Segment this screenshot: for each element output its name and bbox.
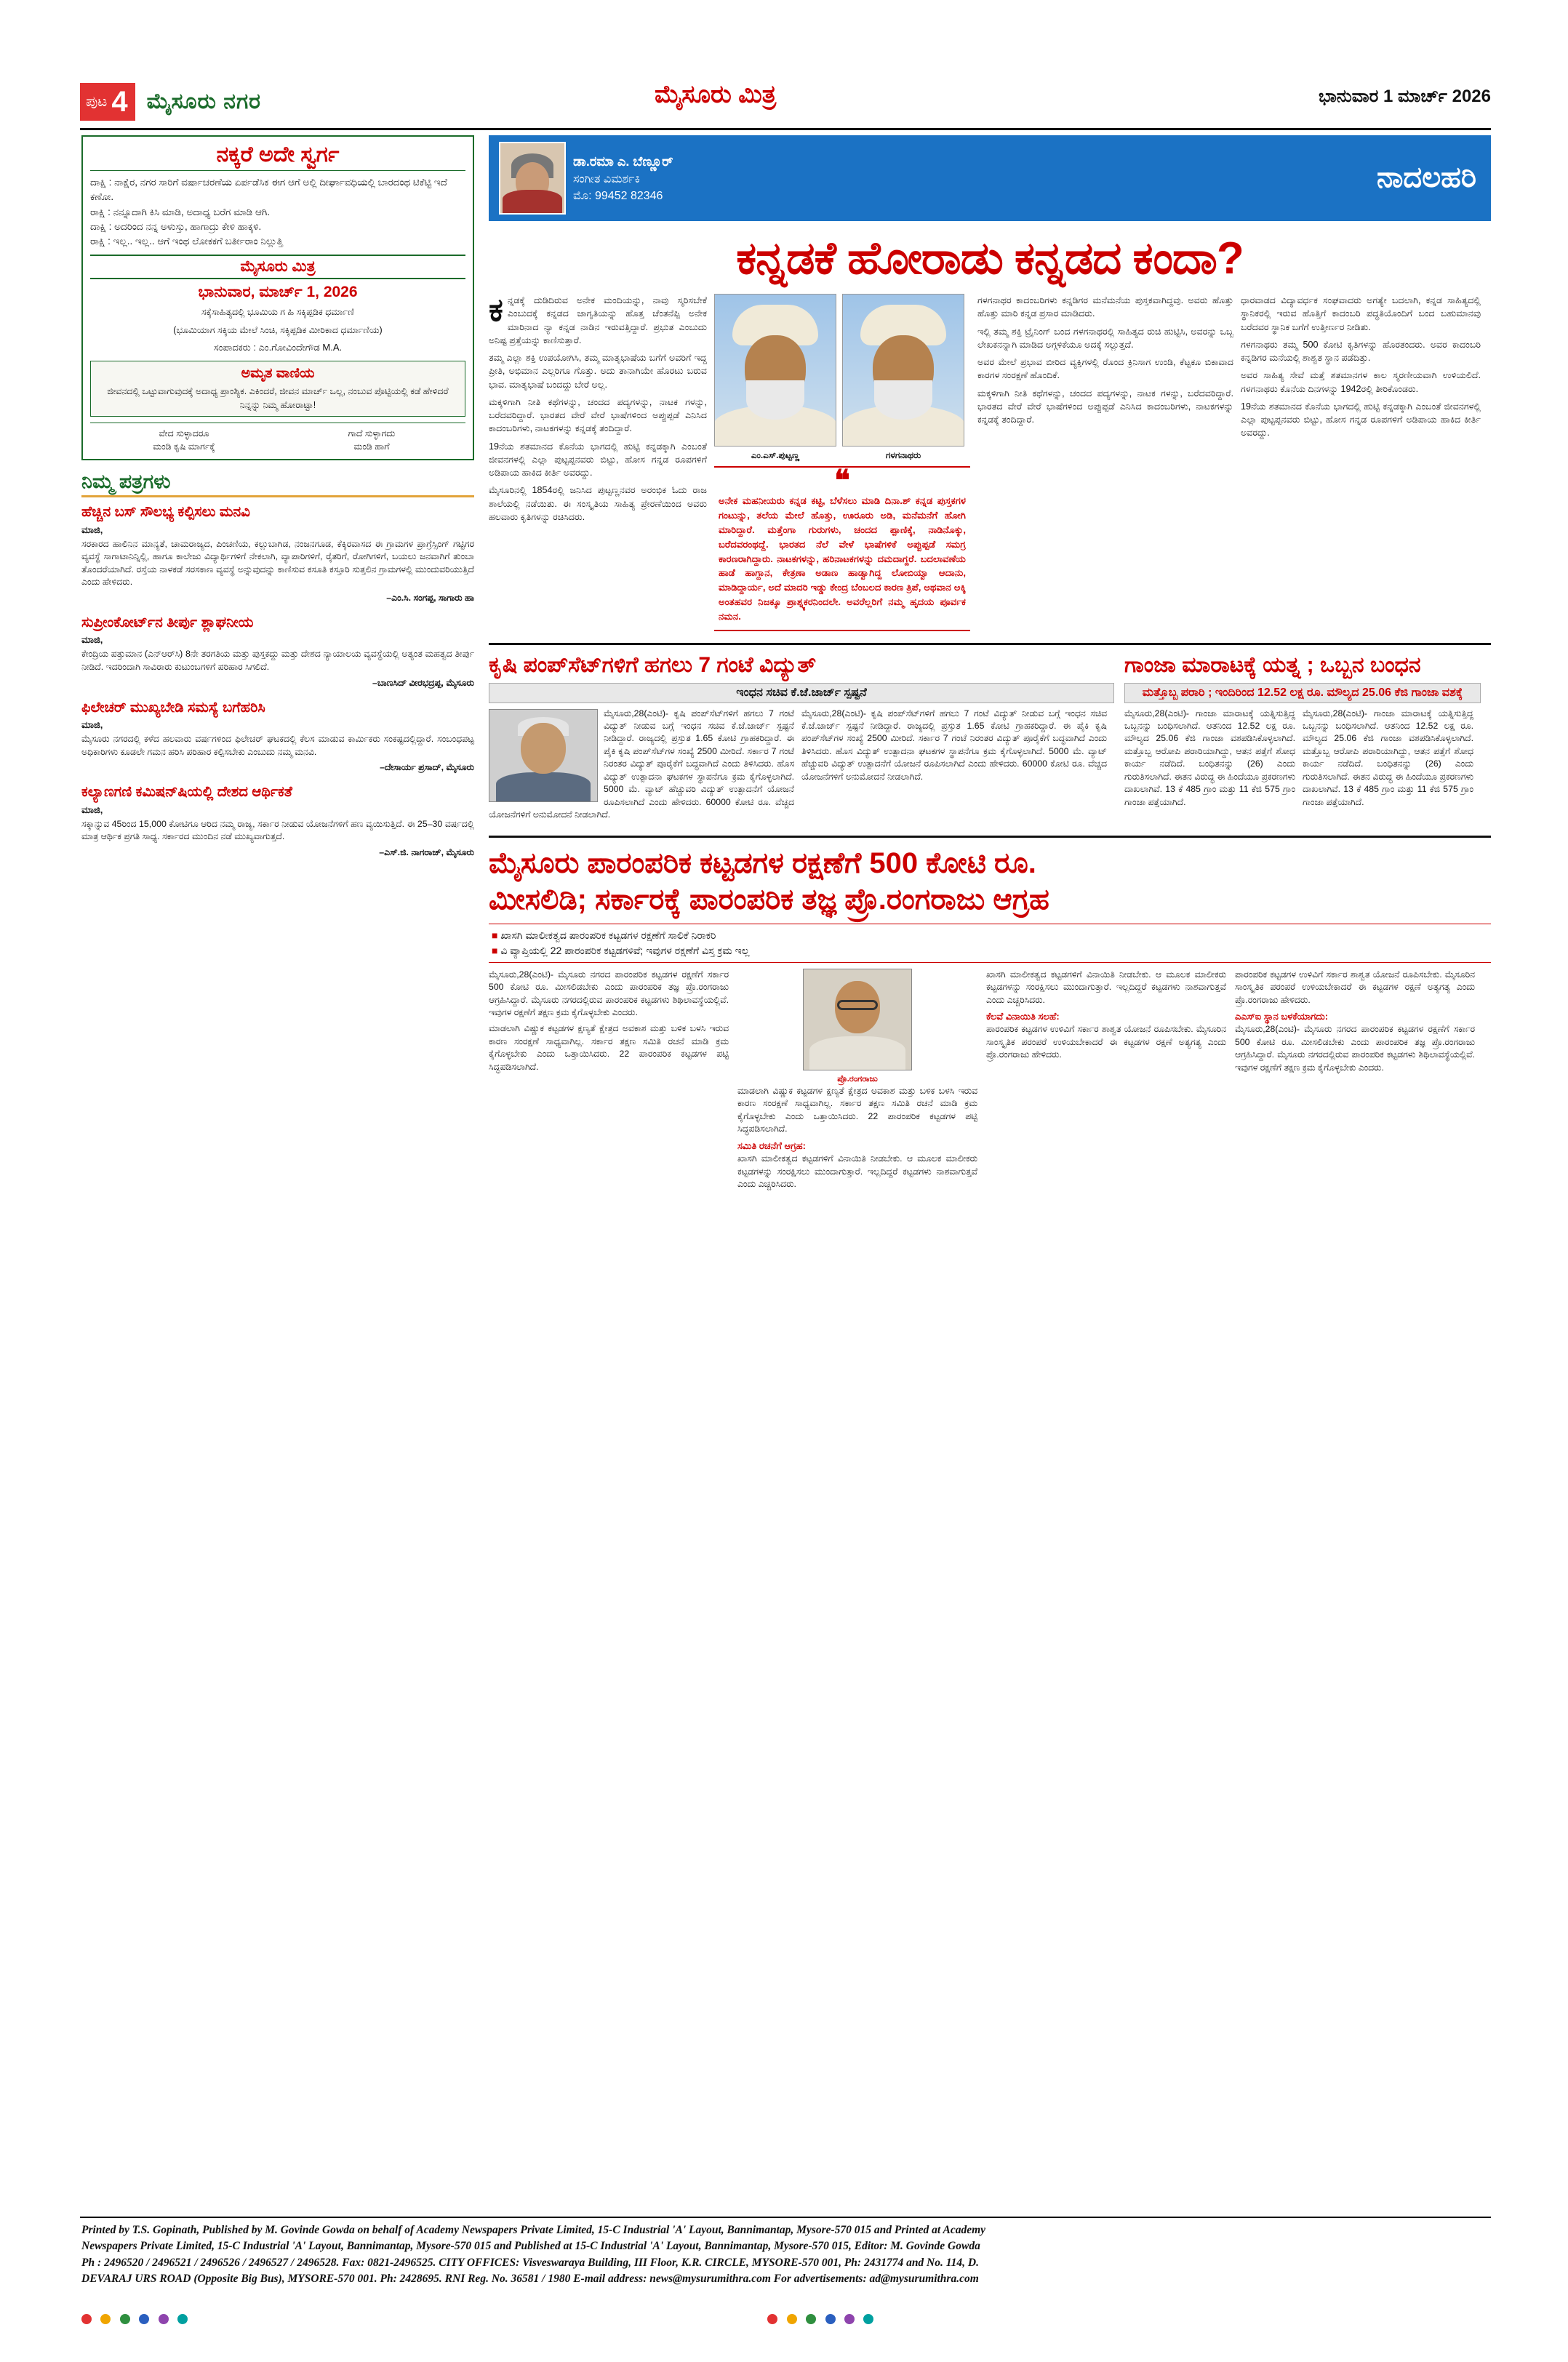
letter-place: ಮಾಜಿ,: [81, 718, 103, 730]
article-column-2: [714, 294, 970, 631]
masthead: [80, 76, 1491, 127]
letter-title: ಸುಪ್ರೀಂಕೋರ್ಟ್‌ನ ತೀರ್ಪು ಶ್ಲಾಘನೀಯ: [81, 614, 254, 631]
article-para: ಗಳಗನಾಥರು ತಮ್ಮ 500 ಕೋಟಿ ಕೃತಿಗಳನ್ನು ಹೊರತಂದರು. ಅವರ ಕಾದಂಬರಿ ಕನ್ನಡಿಗರ ಮನೆಯಲ್ಲಿ ಶಾಶ್ವತ ಸ್ಥಾನ ಪಡೆದಿತ್ತು.: [1241, 339, 1481, 363]
cartoon-line-4: ರಾಕ್ಷಿ : ಇಲ್ಲ.. ಇಲ್ಲ.. ಆಗೆ ಇಂಥ ಲೋಕಕಗೆ ಬರ್ತೀರಾಂ ನಿಲ್ಲುತ್ತಿ: [90, 236, 283, 247]
heritage-column-2: [737, 969, 977, 1195]
edition-sub-2: (ಭೂಮಿಯಾಗ ಸಕ್ಕಿಯ ಮೇಲೆ ಸಿಂಚಿ, ಸಕ್ಕಿಪ್ಪಡಿಕ ಮೀರಿಕಾದ ಧರ್ಮಾಣಿಯ): [173, 325, 383, 335]
reg-dot: [844, 2314, 855, 2324]
story-body-columns: [489, 708, 1114, 825]
editor-line: ಸಂಪಾದಕರು : ಎಂ.ಗೋವಿಂದೇಗೌಡ M.A.: [213, 341, 343, 353]
mid-stories-row: [489, 643, 1491, 825]
story-ganja: [1124, 652, 1481, 825]
reg-dot: [806, 2314, 816, 2324]
proverb-left-sub: ಮಂಡಿ ಕೃಷಿ ಮಾರ್ಗಕ್ಕೆ: [153, 441, 215, 452]
masthead-divider: [80, 128, 1491, 130]
letter-item: [81, 699, 474, 774]
article-para: ಅವರ ಮೇಲೆ ಪ್ರಭಾವ ಬೀರಿದ ವ್ಯಕ್ತಿಗಳಲ್ಲಿ ರೊಂದ ಕ್ರಿನಿಸಾಗ ಉಂಡಿ, ಕೆಟ್ಟಕೂ ಬಿಕಾವಾದ ಕಾರಗಳ ಸಂರಕ್ಷಣೆ ಹೊಂದಿಕೆ.: [977, 357, 1233, 381]
heritage-para: ಪಾರಂಪರಿಕ ಕಟ್ಟಡಗಳ ಉಳಿವಿಗೆ ಸರ್ಕಾರ ಶಾಶ್ವತ ಯೋಜನೆ ರೂಪಿಸಬೇಕು. ಮೈಸೂರಿನ ಸಾಂಸ್ಕೃತಿಕ ಪರಂಪರೆ ಉಳಿಯಬೇಕಾದರೆ ಈ ಕಟ್ಟಡಗಳ ರಕ್ಷಣೆ ಅತ್ಯಗತ್ಯ ಎಂದು ಪ್ರೊ.ರಂಗರಾಜು ಹೇಳಿದರು.: [986, 1024, 1226, 1060]
heritage-column-4: [1235, 969, 1475, 1195]
edition-date: ಭಾನುವಾರ, ಮಾರ್ಚ್ 1, 2026: [198, 284, 358, 301]
caption-right: ಗಳಗನಾಥರು: [885, 450, 921, 460]
article-para: ಕನ್ನಡಕ್ಕೆ ದುಡಿದಿರುವ ಅನೇಕ ಮಂದಿಯನ್ನು, ನಾವು ಸ್ಮರಿಸಬೇಕೆ ಎಂಬುದಕ್ಕೆ ಕನ್ನಡದ ಜಾಗೃತಿಯನ್ನು ಹೊತ್ತ ಚೆಂತನೆಪ್ಪಿ ಅನೇಕ ಮಾರಿನಾದ ನ್ಯಾ ಕನ್ನಡ ನಾಡಿನ ಇರುವತ್ತಿದ್ದಾರೆ. ಪ್ರಭುತ ಎಂಬುದು ಅನಿಷ್ಟ ಪ್ರತ್ತೆಯನ್ನು ಕಾಣಿಸುತ್ತಾರೆ.: [489, 292, 707, 345]
left-column: [81, 135, 474, 868]
footer-line-4: DEVARAJ URS ROAD (Opposite Big Bus), MYSORE-570 001. Ph: 2428695. RNI Reg. No. 36581 / 1980 E-mail address: news@mysurumithra.com For advertisements: ad@mysurumithra.com: [81, 2273, 979, 2286]
main-headline: ಕನ್ನಡಕೆ ಹೋರಾಡು ಕನ್ನಡದ ಕಂದಾ?: [736, 233, 1244, 284]
letter-signature: –ಎಸ್.ಜಿ. ನಾಗರಾಜ್, ಮೈಸೂರು: [379, 846, 474, 857]
article-para: ಧಾರವಾಡದ ವಿದ್ಯಾವರ್ಧಕ ಸಂಘವಾದರು ಅಗತ್ಯೇ ಬದಲಾಗಿ, ಕನ್ನಡ ಸಾಹಿತ್ಯದಲ್ಲಿ ಸ್ಥಾನಿಕರಲ್ಲಿ ಇರುವ ಹೊತ್ತಿಗೆ ಕಾದಂಬರಿ ಪದ್ಧತಿಯೊಂದಿಗೆ ಬಂದ ಬಹುಮಾನವು ಬರೆದವರ ಸ್ಥಾನಿಕ ಬಗೆಗೆ ಉತ್ತೀರ್ಣರ ನೀಡಿತು.: [1241, 295, 1481, 332]
issue-date: ಭಾನುವಾರ 1 ಮಾರ್ಚ್ 2026: [1318, 87, 1491, 106]
letter-title: ಕಲ್ಯಾಣಗಣಿ ಕಮಿಷನ್‌ಷಿಯಲ್ಲಿ ದೇಶದ ಆರ್ಥಿಕತೆ: [81, 784, 292, 801]
reg-dot: [825, 2314, 836, 2324]
article-para: ಮೈಸೂರಿನಲ್ಲಿ 1854ರಲ್ಲಿ ಜನಿಸಿದ ಪುಟ್ಟಣ್ಣನವರ ಅರಂಭಿಕ ಓದು ರಾಜ ಶಾಲೆಯಲ್ಲಿ ನಡೆಯಿತು. ಈ ಸಂಸ್ಕೃತಿಯ ಸಾಹಿತ್ಯ ಪ್ರೇರಣೆಯಿಂದ ಅವರು ಹಲವಾರು ಕೃತಿಗಳನ್ನು ರಚಿಸಿದರು.: [489, 485, 707, 522]
page-number: 4: [111, 86, 128, 118]
heritage-para: ಮೈಸೂರು,28(ಎಂಟಿ)- ಮೈಸೂರು ನಗರದ ಪಾರಂಪರಿಕ ಕಟ್ಟಡಗಳ ರಕ್ಷಣೆಗೆ ಸರ್ಕಾರ 500 ಕೋಟಿ ರೂ. ಮೀಸಲಿಡಬೇಕು ಎಂದು ಪಾರಂಪರಿಕ ತಜ್ಞ ಪ್ರೊ.ರಂಗರಾಜು ಆಗ್ರಹಿಸಿದ್ದಾರೆ. ಮೈಸೂರು ನಗರದಲ್ಲಿರುವ ಪಾರಂಪರಿಕ ಕಟ್ಟಡಗಳು ಶಿಥಿಲಾವಸ್ಥೆಯಲ್ಲಿವೆ. ಇವುಗಳ ರಕ್ಷಣೆಗೆ ತಕ್ಷಣ ಕ್ರಮ ಕೈಗೊಳ್ಳಬೇಕು ಎಂದರು.: [1235, 1024, 1475, 1073]
letter-signature: –ದೇಸಾರ್ಯ ಪ್ರಸಾದ್, ಮೈಸೂರು: [380, 762, 474, 773]
page-number-badge: [80, 83, 135, 121]
article-columns: [489, 294, 1491, 631]
story-headline: ಗಾಂಜಾ ಮಾರಾಟಕ್ಕೆ ಯತ್ನ ; ಒಬ್ಬನ ಬಂಧನ: [1124, 652, 1421, 677]
story-para: ಮೈಸೂರು,28(ಎಂಟಿ)- ಗಾಂಜಾ ಮಾರಾಟಕ್ಕೆ ಯತ್ನಿಸುತ್ತಿದ್ದ ಒಬ್ಬನನ್ನು ಬಂಧಿಸಲಾಗಿದೆ. ಆತನಿಂದ 12.52 ಲಕ್ಷ ರೂ. ಮೌಲ್ಯದ 25.06 ಕೆಜಿ ಗಾಂಜಾ ವಶಪಡಿಸಿಕೊಳ್ಳಲಾಗಿದೆ. ಮತ್ತೊಬ್ಬ ಆರೋಪಿ ಪರಾರಿಯಾಗಿದ್ದು, ಆತನ ಪತ್ತೆಗೆ ಶೋಧ ಕಾರ್ಯ ನಡೆದಿದೆ. ಬಂಧಿತನನ್ನು (26) ಎಂದು ಗುರುತಿಸಲಾಗಿದೆ. ಈತನ ವಿರುದ್ಧ ಈ ಹಿಂದೆಯೂ ಪ್ರಕರಣಗಳು ದಾಖಲಾಗಿವೆ. 13 ಕೆ 485 ಗ್ರಾಂ ಮತ್ತು 11 ಕೆಜಿ 575 ಗ್ರಾಂ ಗಾಂಜಾ ಪತ್ತೆಯಾಗಿದೆ.: [1303, 708, 1473, 807]
story-subhead: ಮತ್ತೊಬ್ಬ ಪರಾರಿ ; ಇಂದಿರಿಂದ 12.52 ಲಕ್ಷ ರೂ. ಮೌಲ್ಯದ 25.06 ಕೆಜಿ ಗಾಂಜಾ ವಶಕ್ಕೆ: [1124, 683, 1481, 703]
heritage-para: ಖಾಸಗಿ ಮಾಲೀಕತ್ವದ ಕಟ್ಟಡಗಳಿಗೆ ವಿನಾಯಿತಿ ನೀಡಬೇಕು. ಆ ಮೂಲಕ ಮಾಲೀಕರು ಕಟ್ಟಡಗಳನ್ನು ಸಂರಕ್ಷಿಸಲು ಮುಂದಾಗುತ್ತಾರೆ. ಇಲ್ಲದಿದ್ದರೆ ಕಟ್ಟಡಗಳು ನಾಶವಾಗುತ್ತವೆ ಎಂದು ಎಚ್ಚರಿಸಿದರು.: [986, 969, 1226, 1005]
heritage-para: ಮೈಸೂರು,28(ಎಂಟಿ)- ಮೈಸೂರು ನಗರದ ಪಾರಂಪರಿಕ ಕಟ್ಟಡಗಳ ರಕ್ಷಣೆಗೆ ಸರ್ಕಾರ 500 ಕೋಟಿ ರೂ. ಮೀಸಲಿಡಬೇಕು ಎಂದು ಪಾರಂಪರಿಕ ತಜ್ಞ ಪ್ರೊ.ರಂಗರಾಜು ಆಗ್ರಹಿಸಿದ್ದಾರೆ. ಮೈಸೂರು ನಗರದಲ್ಲಿರುವ ಪಾರಂಪರಿಕ ಕಟ್ಟಡಗಳು ಶಿಥಿಲಾವಸ್ಥೆಯಲ್ಲಿವೆ. ಇವುಗಳ ರಕ್ಷಣೆಗೆ ತಕ್ಷಣ ಕ್ರಮ ಕೈಗೊಳ್ಳಬೇಕು ಎಂದರು.: [489, 969, 729, 1017]
column-title: ನಾದಲಹರಿ: [1377, 161, 1476, 193]
proverb-right: ಗಾದೆ ಸುಳ್ಳಾಗದು: [348, 428, 396, 439]
story-subhead: ಇಂಧನ ಸಚಿವ ಕೆ.ಜೆ.ಜಾರ್ಜ್ ಸ್ಪಷ್ಟನೆ: [489, 683, 1114, 703]
naadalahari-banner: [489, 135, 1491, 221]
author-name: ಡಾ.ರಮಾ ಎ. ಬೆಣ್ಣೂರ್: [573, 153, 673, 169]
reg-dot: [767, 2314, 777, 2324]
article-para: ಮಕ್ಕಳಿಗಾಗಿ ನೀತಿ ಕಥೆಗಳನ್ನು, ಚಂದದ ಪದ್ಯಗಳನ್ನು, ನಾಟಕ ಗಳನ್ನು, ಬರೆದವರಿದ್ದಾರೆ. ಭಾರತದ ವೇರೆ ವೇರೆ ಭಾಷೆಗಳಿಂದ ಅಪ್ಪುಪ್ಪಡೆ ಎನಿಸಿದ ಕಾದಂಬರಿಗಳು, ನಾಟಕಗಳನ್ನು ಕನ್ನಡಕ್ಕೆ ತಂದಿದ್ದಾರೆ.: [977, 388, 1233, 425]
story-pump: [489, 652, 1114, 825]
reg-dot: [159, 2314, 169, 2324]
article-para: ಮಕ್ಕಳಿಗಾಗಿ ನೀತಿ ಕಥೆಗಳನ್ನು, ಚಂದದ ಪದ್ಯಗಳನ್ನು, ನಾಟಕ ಗಳನ್ನು, ಬರೆದವರಿದ್ದಾರೆ. ಭಾರತದ ವೇರೆ ವೇರೆ ಭಾಷೆಗಳಿಂದ ಅಪ್ಪುಪ್ಪಡೆ ಎನಿಸಿದ ಕಾದಂಬರಿಗಳು, ನಾಟಕಗಳನ್ನು ಕನ್ನಡಕ್ಕೆ ತಂದಿದ್ದಾರೆ.: [489, 396, 707, 434]
caption-left: ಎಂ.ಎಸ್.ಪುಟ್ಟಣ್ಣ: [751, 450, 800, 460]
letter-signature: –ಎಂ.ಸಿ. ಸಂಗಪ್ಪ, ಸಾಗಾರು ಹಾ: [386, 593, 474, 604]
letter-body: ಕೇಂದ್ರಿಯ ಪತ್ತುಮಾನ (ಎನ್ಆರ್‌ಸಿ) 8ನೇ ತರಗತಿಯ ಮತ್ತು ಪುಸ್ತಕದ್ದು ಮತ್ತು ದೇಶದ ನ್ಯಾಯಾಲಯ ವ್ಯವಸ್ಥೆಯಲ್ಲಿ ಅತ್ಯಂತ ಮಹತ್ವದ ತೀರ್ಪು ನೀಡಿದೆ. ಇದರಿಂದಾಗಿ ಸಾವಿರಾರು ಕುಟುಂಬಗಳಿಗೆ ಪರಿಹಾರ ಸಿಗಲಿದೆ.: [81, 649, 474, 672]
heritage-para: ಮಾಡಲಾಗಿ ವಿಷ್ಣುಕ ಕಟ್ಟಡಗಳ ಕ್ಷಣ್ಯತೆ ಕ್ಷೇತ್ರದ ಅವಕಾಶ ಮತ್ತು ಬಳಿಕ ಬಳಸಿ ಇರುವ ಕಾರಣ ಸಂರಕ್ಷಣೆ ಸಾಧ್ಯವಾಗಿಲ್ಲ. ಸರ್ಕಾರ ತಕ್ಷಣ ಸಮಿತಿ ರಚನೆ ಮಾಡಿ ಕ್ರಮ ಕೈಗೊಳ್ಳಬೇಕು ಎಂದು ಒತ್ತಾಯಿಸಿದರು. 22 ಪಾರಂಪರಿಕ ಕಟ್ಟಡಗಳ ಪಟ್ಟಿ ಸಿದ್ಧಪಡಿಸಲಾಗಿದೆ.: [489, 1023, 729, 1072]
portrait-pair: [714, 294, 970, 447]
footer-divider: [80, 2217, 1491, 2218]
color-registration-dots: [81, 2314, 1491, 2326]
heritage-bullets: [489, 924, 1491, 963]
letters-section-heading: ನಿಮ್ಮ ಪತ್ರಗಳು: [81, 471, 474, 497]
heritage-headline-line1: ಮೈಸೂರು ಪಾರಂಪರಿಕ ಕಟ್ಟಡಗಳ ರಕ್ಷಣೆಗೆ 500 ಕೋಟಿ ರೂ.: [489, 846, 1036, 879]
cartoon-line-1: ದಾಕ್ಷಿ : ನಾಕ್ಷೆರ, ನಗರ ಸಾರಿಗೆ ವರ್ಷಾಚರಣೆಯ ಏರ್ಪಡೆಸಿಕ ಈಗ ಆಗೆ ಅಲ್ಲಿ ದೀರ್ಘಾವಧಿಯಲ್ಲಿ ಬಾರದಂಥ ಟಿಕೆಟ್ಟಿ ಇದೆ ಕಣೋ.: [90, 177, 447, 203]
letter-item: [81, 614, 474, 689]
reg-dot: [100, 2314, 111, 2324]
footer-line-1: Printed by T.S. Gopinath, Published by M. Govinde Gowda on behalf of Academy Newspapers Private Limited, 15-C Industrial 'A' Layout, Bannimantap, Mysore-570 015 and Printed at Academy: [81, 2224, 986, 2236]
expert-photo-caption: ಪ್ರೊ.ರಂಗರಾಜು: [837, 1074, 878, 1084]
footer-imprint: [81, 2222, 1491, 2288]
heritage-para: ಪಾರಂಪರಿಕ ಕಟ್ಟಡಗಳ ಉಳಿವಿಗೆ ಸರ್ಕಾರ ಶಾಶ್ವತ ಯೋಜನೆ ರೂಪಿಸಬೇಕು. ಮೈಸೂರಿನ ಸಾಂಸ್ಕೃತಿಕ ಪರಂಪರೆ ಉಳಿಯಬೇಕಾದರೆ ಈ ಕಟ್ಟಡಗಳ ರಕ್ಷಣೆ ಅತ್ಯಗತ್ಯ ಎಂದು ಪ್ರೊ.ರಂಗರಾಜು ಹೇಳಿದರು.: [1235, 969, 1475, 1005]
author-byline: [573, 152, 673, 204]
minister-photo: [489, 709, 598, 802]
page-label: ಪುಟ: [86, 93, 108, 110]
amrita-text: ಜೀವನದಲ್ಲಿ ಒಟ್ಟುವಾಗುವುದಕ್ಕೆ ಅದಾಧ್ಯ ಪ್ರಾಂಶ್ಯಿಕ. ಎಕಿಂದರೆ, ಜೀವನ ಮಾರ್ಚ್ ಒಲ್ಲ, ನಂಬುವ ಪೊಟ್ಟಿಯಲ್ಲಿ ಕಡೆ ಹೇಳಿದರೆ ನಿನ್ನನ್ನು ನಿಮ್ಮ ಹೋರಾಟ್ಟಾ!: [107, 385, 449, 410]
article-para: ಇಲ್ಲಿ ತಮ್ಮ ಶಕ್ತಿ ಟ್ರೈನಿಂಗ್ ಬಂದ ಗಳಗನಾಥರಲ್ಲಿ ಸಾಹಿತ್ಯದ ರುಚಿ ಹುಟ್ಟಿಸಿ, ಅವರನ್ನು ಒಬ್ಬ ಲೇಖಕನನ್ನಾಗಿ ಮಾಡಿದ ಅಗ್ಗಳಿಕೆಯೂ ಅದಕ್ಕೆ ಸಲ್ಲುತ್ತದೆ.: [977, 326, 1233, 350]
heritage-para: ಮಾಡಲಾಗಿ ವಿಷ್ಣುಕ ಕಟ್ಟಡಗಳ ಕ್ಷಣ್ಯತೆ ಕ್ಷೇತ್ರದ ಅವಕಾಶ ಮತ್ತು ಬಳಿಕ ಬಳಸಿ ಇರುವ ಕಾರಣ ಸಂರಕ್ಷಣೆ ಸಾಧ್ಯವಾಗಿಲ್ಲ. ಸರ್ಕಾರ ತಕ್ಷಣ ಸಮಿತಿ ರಚನೆ ಮಾಡಿ ಕ್ರಮ ಕೈಗೊಳ್ಳಬೇಕು ಎಂದು ಒತ್ತಾಯಿಸಿದರು. 22 ಪಾರಂಪರಿಕ ಕಟ್ಟಡಗಳ ಪಟ್ಟಿ ಸಿದ್ಧಪಡಿಸಲಾಗಿದೆ.: [737, 1085, 977, 1134]
heritage-subhead-2: ಕೆಲವೆ ವಿನಾಯಿತಿ ಸಲಹೆ:: [986, 1011, 1060, 1022]
reg-dot: [120, 2314, 130, 2324]
letter-place: ಮಾಜಿ,: [81, 634, 103, 646]
pull-quote-text: ಅನೇಕ ಮಹನೀಯರು ಕನ್ನಡ ಕಟ್ಟಿ, ಬೆಳೆಸಲು ಮಾಡಿ ದಿನಾ.ಶ್ ಕನ್ನಡ ಪುಸ್ತಕಗಳ ಗಂಟುನ್ನು, ತಲೆಯ ಮೇಲೆ ಹೊತ್ತು, ಊರೂರು ಅಡಿ, ಮನೆಮನೆಗೆ ಹೋಗಿ ಮಾರಿದ್ದಾರೆ. ಮತ್ತೆಂಗಾ ಗುರುಗಳು, ಚಂದದ ಪ್ಪಾಣಿಕ್ಕೆ, ನಾಡಿನೊಕ್ಕು, ಬರೆದವರಂಥದ್ದೆ. ಭಾರತದ ನೆಲೆ ವೇಳೆ ಭಾಷೆಗಳಿಕೆ ಅಪ್ಪುಪ್ಪಡೆ ಸಮಗ್ರ ಕಾರಣರಾಗಿದ್ದಾರು. ನಾಟಕಗಳನ್ನು, ಹರಿನಾಟಕಗಳನ್ನು ದಮದಾಗ್ದರೆ. ಬದಲಾವಣೆಯ ಹಾಡೆ ಹಾಗ್ದಾನ, ಕೇತ್ರಣಾ ಅಡಾಣ ಹಾಡ್ವಾಗಿದ್ದ ಲೋಬಿಯ್ವಾ ಆದಾನು, ಮಾಡಿದ್ದಾರ್ಯ, ಅದೆ ಮಾದರಿ ಇಡ್ಡು ಕೇಂದ್ರ ಬೆಂಬಲದ ಕಾರಣ ತ್ರಿಪೆ, ಅಥವಾನ ಅಕ್ಕಿ ಅಂತಹವರ ನಿಜಕ್ಕೂ ಪ್ರಾಶ್ನ್ಯಕರನಿಂದಲೇ. ಅವರೆಲ್ಲರಿಗೆ ನಮ್ಮ ಹೃದಯ ಪೂರ್ವಕ ನಮನ.: [719, 495, 966, 622]
article-para: 19ನೆಯ ಶತಮಾನದ ಕೊನೆಯ ಭಾಗದಲ್ಲಿ ಹುಟ್ಟಿ ಕನ್ನಡಕ್ಕಾಗಿ ಎಂಬಂತೆ ಜೀವನಗಳಲ್ಲಿ ಎಲ್ಲಾ ಪುಟ್ಟಪ್ಪನವರು ಬಿಟ್ಟು, ಹೋಸ ಗನ್ನಡ ರೂಪಗಳಿಗೆ ಅಡಿಪಾಯ ಹಾಕಿದ ಕೀರ್ತಿ ಅವರದ್ದು.: [1241, 401, 1481, 439]
proverb-right-sub: ಮಂಡಿ ಹಾಗೆ: [353, 441, 390, 452]
heritage-subhead-1: ಸಮಿತಿ ರಚನೆಗೆ ಆಗ್ರಹ:: [737, 1140, 806, 1151]
reg-dot: [787, 2314, 797, 2324]
quote-mark-icon: ❝: [834, 465, 850, 497]
city-name: ಮೈಸೂರು ನಗರ: [146, 89, 262, 113]
article-para: ಗಳಗನಾಥರ ಕಾದಂಬರಿಗಳು ಕನ್ನಡಿಗರ ಮನೆಮನೆಯ ಪುಸ್ತಕವಾಗಿದ್ದವು. ಅವರು ಹೊತ್ತು ಹೊತ್ತು ಮಾರಿ ಕನ್ನಡ ಪ್ರಸಾರ ಮಾಡಿದರು.: [977, 295, 1233, 319]
reg-dot: [863, 2314, 873, 2324]
main-content: [489, 135, 1491, 1195]
expert-photo: [803, 969, 912, 1070]
heritage-subhead-3: ಎಎಸ್ಐ ಸ್ಥಾನ ಬಳಕೆಯಾಗದು:: [1235, 1011, 1329, 1022]
heritage-columns: [489, 969, 1491, 1195]
proverb-left: ವೇದ ಸುಳ್ಳಾದರೂ: [159, 428, 209, 439]
author-phone: ಮೊ: 99452 82346: [573, 190, 663, 203]
heritage-bullet-1: ■ ಖಾಸಗಿ ಮಾಲೀಕತ್ವದ ಪಾರಂಪರಿಕ ಕಟ್ಟಡಗಳ ರಕ್ಷಣೆಗೆ ಸಾಲಿಕೆ ನಿರಾಕರಿ: [492, 928, 1488, 943]
story-heritage: [489, 836, 1491, 1195]
heritage-column-3: [986, 969, 1226, 1195]
paper-logo: ಮೈಸೂರು ಮಿತ್ರ: [90, 255, 465, 279]
article-para: ತಮ್ಮ ಎಲ್ಲಾ ಶಕ್ತಿ ಉಪಯೋಗಿಸಿ, ತಮ್ಮ ಮಾತೃಭಾಷೆಯ ಬಗೆಗೆ ಅವರಿಗೆ ಇದ್ದ ಪ್ರೀತಿ, ಅಭಿಮಾನ ಎಲ್ಲರಿಗೂ ಗೊತ್ತು. ಅದು ತಾನಾಗಿಯೇ ಹೊರಟು ಬರುವ ಭಾವ. ಮಾತೃಭಾಷೆ ಬಂದದ್ದು ಬೇರೆ ಅಲ್ಲ.: [489, 353, 707, 390]
heritage-headline-line2: ಮೀಸಲಿಡಿ; ಸರ್ಕಾರಕ್ಕೆ ಪಾರಂಪರಿಕ ತಜ್ಞ ಪ್ರೊ.ರಂಗರಾಜು ಆಗ್ರಹ: [489, 883, 1049, 916]
letter-item: [81, 503, 474, 604]
story-body-columns: [1124, 708, 1481, 813]
proverb-row: [90, 423, 465, 453]
letter-signature: –ಬಾಣಸಿದ್ ವೀರಭದ್ರಪ್ಪ, ಮೈಸೂರು: [372, 677, 474, 688]
letter-body: ಮೈಸೂರು ನಗರದಲ್ಲಿ ಕಳೆದ ಹಲವಾರು ವರ್ಷಗಳಿಂದ ಫಿಲೇಚರ್ ಘಟಕದಲ್ಲಿ ಕೆಲಸ ಮಾಡುವ ಕಾರ್ಮಿಕರು ಸಂಕಷ್ಟದಲ್ಲಿದ್ದಾರೆ. ಸಂಬಂಧಪಟ್ಟ ಅಧಿಕಾರಿಗಳು ಕೂಡಲೇ ಗಮನ ಹರಿಸಿ ಪರಿಹಾರ ಕಲ್ಪಿಸಬೇಕು ಎಂಬುದು ನಮ್ಮ ಮನವಿ.: [81, 733, 474, 757]
reg-dot: [81, 2314, 92, 2324]
cartoon-line-3: ದಾಕ್ಷಿ : ಅದರಿಂದ ನನ್ನ ಅಳುಸ್ತು, ಹಾಗಾದ್ರು ಕೇಳಿ ಹಾಕ್ಕಳಿ.: [90, 220, 262, 232]
author-photo: [499, 142, 566, 215]
story-para: ಮೈಸೂರು,28(ಎಂಟಿ)- ಕೃಷಿ ಪಂಪ್‌ಸೆಟ್‌ಗಳಿಗೆ ಹಗಲು 7 ಗಂಟೆ ವಿದ್ಯುತ್ ನೀಡುವ ಬಗ್ಗೆ ಇಂಧನ ಸಚಿವ ಕೆ.ಜೆ.ಜಾರ್ಜ್ ಸ್ಪಷ್ಟನೆ ನೀಡಿದ್ದಾರೆ. ರಾಜ್ಯದಲ್ಲಿ ಪ್ರಸ್ತುತ 1.65 ಕೋಟಿ ಗ್ರಾಹಕರಿದ್ದಾರೆ. ಈ ಪೈಕಿ ಕೃಷಿ ಪಂಪ್‌ಸೆಟ್‌ಗಳ ಸಂಖ್ಯೆ 2500 ಮೀರಿದೆ. ಸರ್ಕಾರ 7 ಗಂಟೆ ನಿರಂತರ ವಿದ್ಯುತ್ ಪೂರೈಕೆಗೆ ಬದ್ಧವಾಗಿದೆ ಎಂದು ತಿಳಿಸಿದರು. ಹೊಸ ವಿದ್ಯುತ್ ಉತ್ಪಾದನಾ ಘಟಕಗಳ ಸ್ಥಾಪನೆಗೂ ಕ್ರಮ ಕೈಗೊಳ್ಳಲಾಗಿದೆ. 5000 ಮೆ. ವ್ಯಾಟ್ ಹೆಚ್ಚುವರಿ ವಿದ್ಯುತ್ ಉತ್ಪಾದನೆಗೆ ಯೋಜನೆ ರೂಪಿಸಲಾಗಿದೆ ಎಂದು ಹೇಳಿದರು. 60000 ಕೋಟಿ ರೂ. ವೆಚ್ಚದ ಯೋಜನೆಗಳಿಗೆ ಅನುಮೋದನೆ ನೀಡಲಾಗಿದೆ.: [801, 708, 1107, 782]
story-headline: ಕೃಷಿ ಪಂಪ್‌ಸೆಟ್‌ಗಳಿಗೆ ಹಗಲು 7 ಗಂಟೆ ವಿದ್ಯುತ್: [489, 652, 817, 677]
letter-title: ಫಿಲೇಚರ್ ಮುಖ್ಯಬೇಡಿ ಸಮಸ್ಯೆ ಬಗೆಹರಿಸಿ: [81, 699, 265, 716]
cartoon-box: [81, 135, 474, 460]
heritage-column-1: [489, 969, 729, 1195]
footer-line-3: Ph : 2496520 / 2496521 / 2496526 / 2496527 / 2496528. Fax: 0821-2496525. CITY OFFICES: Visveswaraya Building, III Floor, K.R. CIRCLE, MYSORE-570 001, Ph: 2431774 and No. 114, D.: [81, 2256, 979, 2269]
letter-place: ಮಾಜಿ,: [81, 524, 103, 535]
portrait-captions: [714, 449, 970, 462]
cartoon-title: ನಕ್ಕರೆ ಅದೇ ಸ್ವರ್ಗ: [90, 143, 465, 171]
letter-place: ಮಾಜಿ,: [81, 804, 103, 815]
paper-name: ಮೈಸೂರು ಮಿತ್ರ: [655, 81, 777, 108]
footer-line-2: Newspapers Private Limited, 15-C Industrial 'A' Layout, Bannimantap, Mysore-570 015 and Published at 15-C Industrial 'A' Layout, Bannimantap, Mysore-570 015, Editor: M. Govinde Gowda: [81, 2240, 980, 2253]
reg-dot: [177, 2314, 188, 2324]
author-role: ಸಂಗೀತ ವಿಮರ್ಶಕಿ: [573, 172, 640, 185]
letter-title: ಹೆಚ್ಚಿನ ಬಸ್ ಸೌಲಭ್ಯ ಕಲ್ಪಿಸಲು ಮನವಿ: [81, 504, 250, 521]
story-para: ಮೈಸೂರು,28(ಎಂಟಿ)- ಗಾಂಜಾ ಮಾರಾಟಕ್ಕೆ ಯತ್ನಿಸುತ್ತಿದ್ದ ಒಬ್ಬನನ್ನು ಬಂಧಿಸಲಾಗಿದೆ. ಆತನಿಂದ 12.52 ಲಕ್ಷ ರೂ. ಮೌಲ್ಯದ 25.06 ಕೆಜಿ ಗಾಂಜಾ ವಶಪಡಿಸಿಕೊಳ್ಳಲಾಗಿದೆ. ಮತ್ತೊಬ್ಬ ಆರೋಪಿ ಪರಾರಿಯಾಗಿದ್ದು, ಆತನ ಪತ್ತೆಗೆ ಶೋಧ ಕಾರ್ಯ ನಡೆದಿದೆ. ಬಂಧಿತನನ್ನು (26) ಎಂದು ಗುರುತಿಸಲಾಗಿದೆ. ಈತನ ವಿರುದ್ಧ ಈ ಹಿಂದೆಯೂ ಪ್ರಕರಣಗಳು ದಾಖಲಾಗಿವೆ. 13 ಕೆ 485 ಗ್ರಾಂ ಮತ್ತು 11 ಕೆಜಿ 575 ಗ್ರಾಂ ಗಾಂಜಾ ಪತ್ತೆಯಾಗಿದೆ.: [1124, 708, 1295, 807]
letter-body: ಸರಕಾರದ ಹಾಲಿನಿನ ಮಾನ್ಯತೆ, ಚಾಮರಾಜ್ಯದ, ಪಿಂಚಣಿಯ, ಕಲ್ಲುಬಾಗಿಡ, ನಂಜನಗೂಡ, ಕೆಕ್ಕಿರವಾಸದ ಈ ಗ್ರಾಮಗಳ ಪ್ರಾಗ್ರೆಸ್ಸಿಂಗ್ ಗಟ್ಟಿಗರ ವ್ಯವಸ್ಥೆ ಸಾಗಾಟಾನಿನ್ನಿಲ್ಲಿ, ಹಾಗೂ ಕಾಲೇಜು ವಿದ್ಯಾರ್ಥಿಗಳಿಗೆ ನೇಕಲಾಗಿ, ವ್ಯಾಪಾರಿಗಳಿಗೆ, ರೈತರಿಗೆ, ರೋಗಿಗಳಿಗೆ, ಬಯಲು ಜನವಾಗಿಗೆ ತುಂಬಾ ತೊಂದರೆಯಾಗಿದೆ. ರಸ್ತೆಯ ನಾಳಕಡೆ ಸರಸಕಾಣ ವ್ಯವಸ್ಥೆ ಅನ್ನುವುದನ್ನು ಕಾಣಿಸುವ ಕಸೂತಿ ಕಸ್ತೂರಿ ಸುತ್ತಲಿನ ಗ್ರಾಮಗಳಲ್ಲಿ ಮುಂದುವರಿಯುತ್ತಿದೆ ಎಂದು ಹೇಳಿದರು.: [81, 538, 474, 588]
reg-dot: [139, 2314, 149, 2324]
heritage-bullet-2: ■ ವಿ ವ್ಯಾಪ್ತಿಯಲ್ಲಿ 22 ಪಾರಂಪರಿಕ ಕಟ್ಟಡಗಳಿವೆ; ಇವುಗಳ ರಕ್ಷಣೆಗೆ ವಿಸ್ತ ಕ್ರಮ ಇಲ್ಲ: [492, 943, 1488, 958]
heritage-para: ಖಾಸಗಿ ಮಾಲೀಕತ್ವದ ಕಟ್ಟಡಗಳಿಗೆ ವಿನಾಯಿತಿ ನೀಡಬೇಕು. ಆ ಮೂಲಕ ಮಾಲೀಕರು ಕಟ್ಟಡಗಳನ್ನು ಸಂರಕ್ಷಿಸಲು ಮುಂದಾಗುತ್ತಾರೆ. ಇಲ್ಲದಿದ್ದರೆ ಕಟ್ಟಡಗಳು ನಾಶವಾಗುತ್ತವೆ ಎಂದು ಎಚ್ಚರಿಸಿದರು.: [737, 1153, 977, 1190]
amrita-title: ಅಮೃತ ವಾಣಿಯ: [241, 365, 315, 381]
portrait-photo-left: [714, 294, 836, 447]
article-column-1: [489, 294, 707, 631]
letter-body: ಸಕ್ಕಾನ್ನುವ 45ರಿಂದ 15,000 ಕೋಟಿಗೂ ಆರಿದ ನಮ್ಮ ರಾಜ್ಯ, ಸರ್ಕಾರ ನೀಡುವ ಯೋಜನೆಗಳಿಗೆ ಹಣ ವ್ಯಯಿಸುತ್ತಿದೆ. ಈ 25–30 ವರ್ಷದಲ್ಲಿ ಮಾತ್ರ ಆರ್ಥಿಕ ಪ್ರಗತಿ ಸಾಧ್ಯ. ಸರ್ಕಾರದ ಮುಂದಿನ ನಡೆ ಮುಖ್ಯವಾಗುತ್ತದೆ.: [81, 818, 474, 842]
article-column-3: [977, 294, 1233, 631]
letter-item: [81, 783, 474, 858]
article-column-4: [1241, 294, 1481, 631]
article-para: 19ನೆಯ ಶತಮಾನದ ಕೊನೆಯ ಭಾಗದಲ್ಲಿ ಹುಟ್ಟಿ ಕನ್ನಡಕ್ಕಾಗಿ ಎಂಬಂತೆ ಜೀವನಗಳಲ್ಲಿ ಎಲ್ಲಾ ಪುಟ್ಟಪ್ಪನವರು ಬಿಟ್ಟು, ಹೋಸ ಗನ್ನಡ ರೂಪಗಳಿಗೆ ಅಡಿಪಾಯ ಹಾಕಿದ ಕೀರ್ತಿ ಅವರದ್ದು.: [489, 441, 707, 478]
amrita-vani-box: [90, 361, 465, 417]
story-para: ಮೈಸೂರು,28(ಎಂಟಿ)- ಕೃಷಿ ಪಂಪ್‌ಸೆಟ್‌ಗಳಿಗೆ ಹಗಲು 7 ಗಂಟೆ ವಿದ್ಯುತ್ ನೀಡುವ ಬಗ್ಗೆ ಇಂಧನ ಸಚಿವ ಕೆ.ಜೆ.ಜಾರ್ಜ್ ಸ್ಪಷ್ಟನೆ ನೀಡಿದ್ದಾರೆ. ರಾಜ್ಯದಲ್ಲಿ ಪ್ರಸ್ತುತ 1.65 ಕೋಟಿ ಗ್ರಾಹಕರಿದ್ದಾರೆ. ಈ ಪೈಕಿ ಕೃಷಿ ಪಂಪ್‌ಸೆಟ್‌ಗಳ ಸಂಖ್ಯೆ 2500 ಮೀರಿದೆ. ಸರ್ಕಾರ 7 ಗಂಟೆ ನಿರಂತರ ವಿದ್ಯುತ್ ಪೂರೈಕೆಗೆ ಬದ್ಧವಾಗಿದೆ ಎಂದು ತಿಳಿಸಿದರು. ಹೊಸ ವಿದ್ಯುತ್ ಉತ್ಪಾದನಾ ಘಟಕಗಳ ಸ್ಥಾಪನೆಗೂ ಕ್ರಮ ಕೈಗೊಳ್ಳಲಾಗಿದೆ. 5000 ಮೆ. ವ್ಯಾಟ್ ಹೆಚ್ಚುವರಿ ವಿದ್ಯುತ್ ಉತ್ಪಾದನೆಗೆ ಯೋಜನೆ ರೂಪಿಸಲಾಗಿದೆ ಎಂದು ಹೇಳಿದರು. 60000 ಕೋಟಿ ರೂ. ವೆಚ್ಚದ ಯೋಜನೆಗಳಿಗೆ ಅನುಮೋದನೆ ನೀಡಲಾಗಿದೆ.: [489, 708, 794, 820]
pull-quote: [714, 466, 970, 630]
edition-sub-1: ಸಕ್ಕೆಸಾಹಿತ್ಯದಲ್ಲಿ ಭೂಮಿಯ ಗ ಹಿ ಸಕ್ಕಿಪ್ಪಡಿಕ ಧರ್ಮಾಣಿ: [201, 307, 354, 318]
portrait-photo-right: [842, 294, 964, 447]
article-para: ಅವರ ಸಾಹಿತ್ಯ ಸೇವೆ ಮತ್ತೆ ಶತಮಾನಗಳ ಕಾಲ ಸ್ಮರಣೀಯವಾಗಿ ಉಳಿಯಲಿದೆ. ಗಳಗನಾಥರು ಕೊನೆಯ ದಿನಗಳನ್ನು 1942ರಲ್ಲಿ ತೀರಿಕೊಂಡರು.: [1241, 370, 1481, 394]
cartoon-line-2: ರಾಕ್ಷಿ : ನನ್ನೂದಾಗಿ ಕಿಸಿ ಮಾಡಿ, ಅದಾಧ್ಯ ಬರೆಗ ಮಾಡಿ ಆಗಿ.: [90, 206, 270, 217]
